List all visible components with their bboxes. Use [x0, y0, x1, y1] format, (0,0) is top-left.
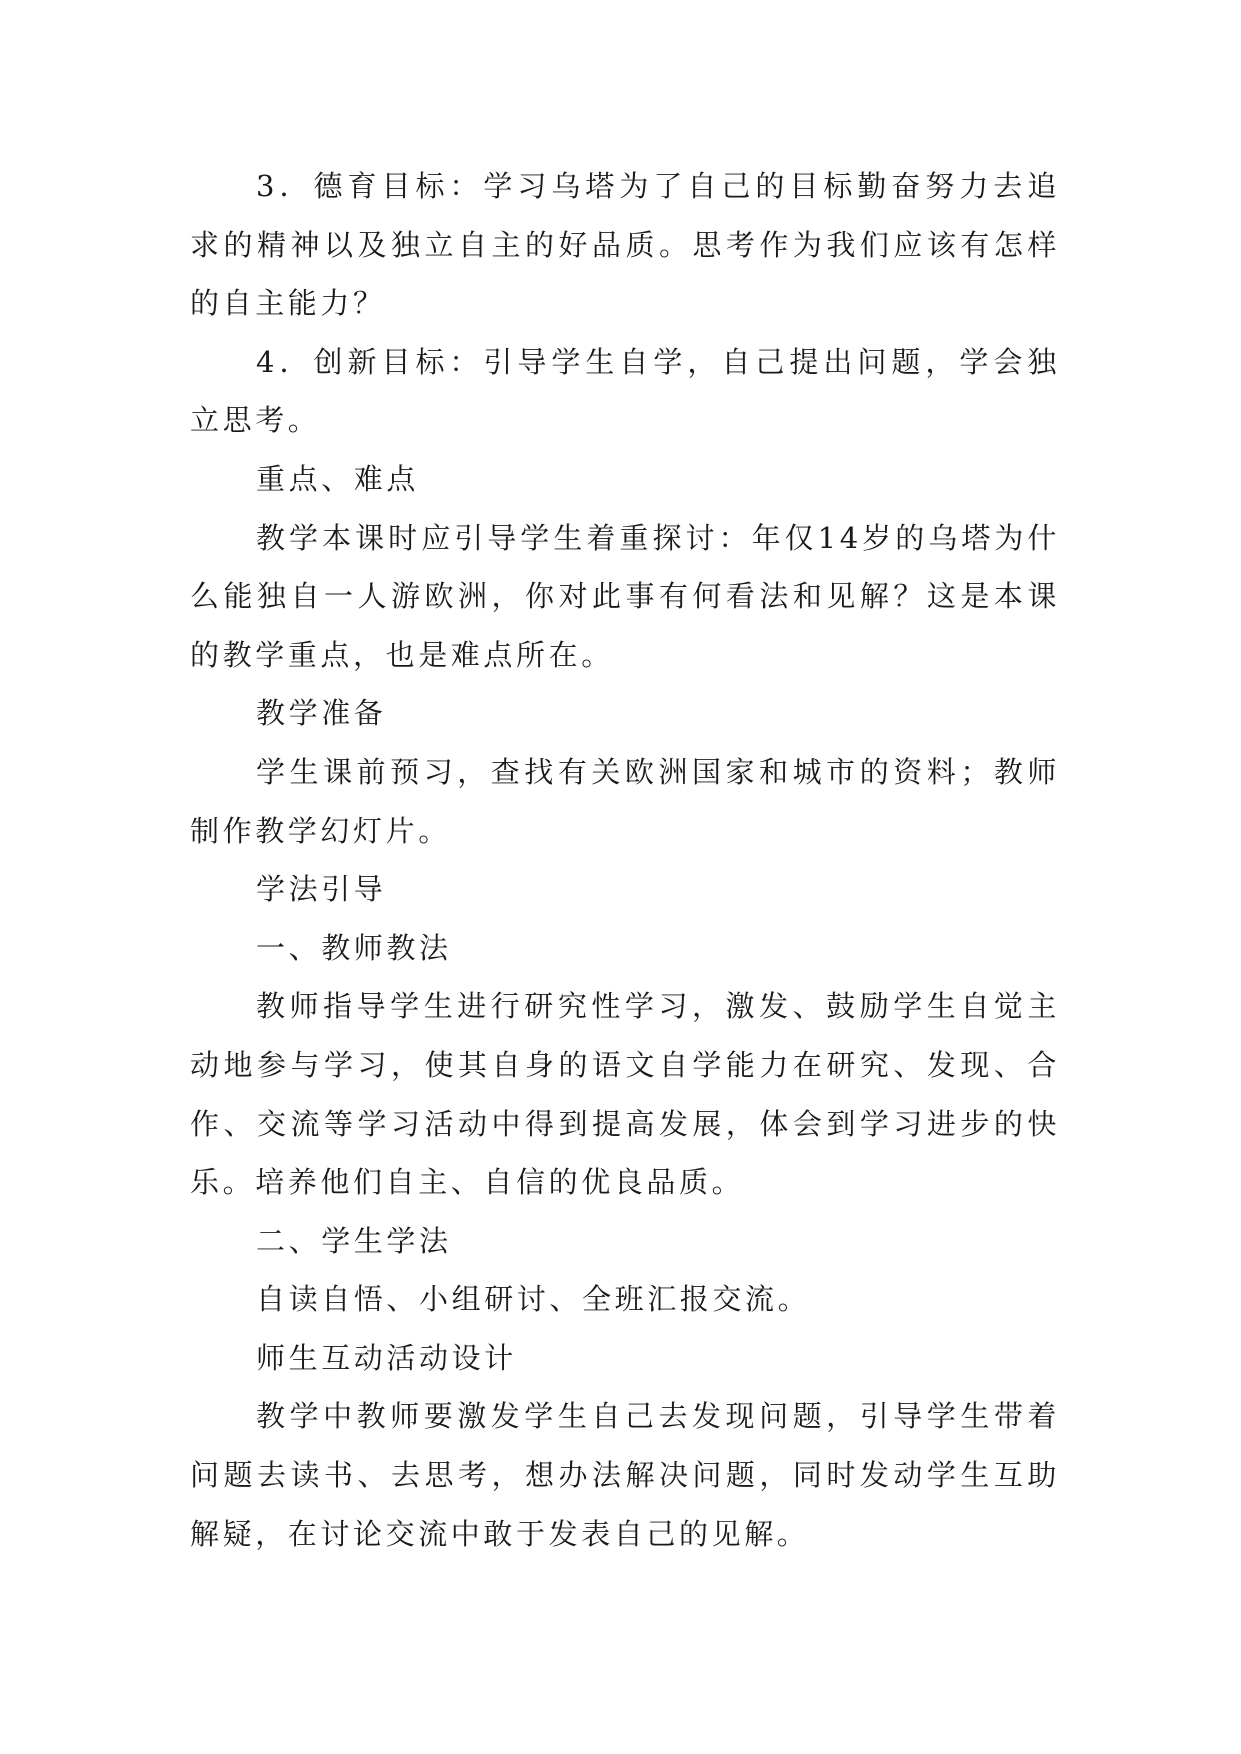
paragraph-key-points: 教学本课时应引导学生着重探讨：年仅14岁的乌塔为什么能独自一人游欧洲，你对此事有何看法和见解？这是本课的教学重点，也是难点所在。 [190, 520, 1060, 672]
paragraph-moral-goal: 3．德育目标：学习乌塔为了自己的目标勤奋努力去追求的精神以及独立自主的好品质。思考作为我们应该有怎样的自主能力？ [190, 169, 1060, 321]
heading-interaction-design: 师生互动活动设计 [256, 1340, 517, 1375]
paragraph-teacher-methods: 教师指导学生进行研究性学习，激发、鼓励学生自觉主动地参与学习，使其自身的语文自学能力在研究、发现、合作、交流等学习活动中得到提高发展，体会到学习进步的快乐。培养他们自主、自信的优良品质。 [190, 989, 1060, 1200]
paragraph-innovation-goal: 4．创新目标：引导学生自学，自己提出问题，学会独立思考。 [190, 344, 1060, 438]
document-page [190, 157, 1060, 1563]
heading-student-methods: 二、学生学法 [256, 1223, 452, 1258]
heading-key-points: 重点、难点 [256, 461, 420, 496]
paragraph-interaction-design: 教学中教师要激发学生自己去发现问题，引导学生带着问题去读书、去思考，想办法解决问题，同时发动学生互助解疑，在讨论交流中敢于发表自己的见解。 [190, 1399, 1060, 1551]
paragraph-teaching-preparation: 学生课前预习，查找有关欧洲国家和城市的资料；教师制作教学幻灯片。 [190, 754, 1060, 848]
heading-teacher-methods: 一、教师教法 [256, 930, 452, 965]
heading-learning-guidance: 学法引导 [256, 872, 387, 907]
heading-teaching-preparation: 教学准备 [256, 696, 387, 731]
paragraph-student-methods: 自读自悟、小组研讨、全班汇报交流。 [256, 1282, 811, 1317]
